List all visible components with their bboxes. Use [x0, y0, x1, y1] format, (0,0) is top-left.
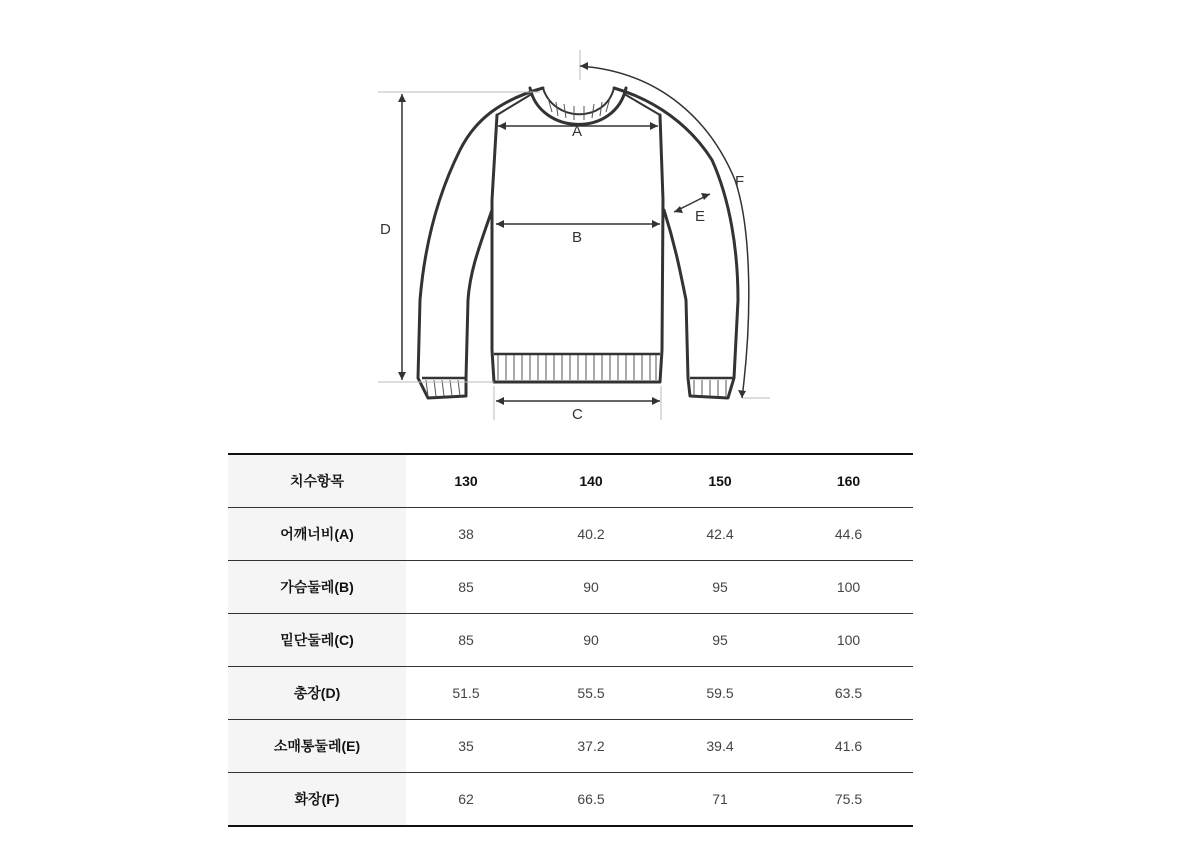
table-cell: 75.5 [834, 791, 863, 807]
table-cell: 41.6 [784, 720, 913, 773]
table-cell: 42.4 [656, 508, 784, 561]
table-cell: 90 [526, 614, 656, 667]
size-header: 150 [656, 454, 784, 508]
size-chart-table [228, 453, 913, 827]
label-d: D [380, 221, 391, 238]
left-sleeve-outline [418, 88, 543, 398]
table-row [228, 720, 913, 773]
table-cell: 100 [784, 614, 913, 667]
hem-ribbing [498, 354, 656, 380]
label-e: E [695, 208, 706, 225]
table-cell: 51.5 [406, 667, 526, 720]
table-cell: 59.5 [656, 667, 784, 720]
table-cell: 95 [656, 614, 784, 667]
table-cell: 55.5 [526, 667, 656, 720]
label-c: C [572, 406, 583, 423]
row-label: 어깨너비(A) [228, 508, 406, 561]
row-label: 소매통둘레(E) [228, 720, 406, 773]
table-cell: 44.6 [784, 508, 913, 561]
table-row [228, 508, 913, 561]
row-label: 가슴둘레(B) [228, 561, 406, 614]
row-label: 화장(F) [228, 773, 406, 827]
header-row [228, 454, 913, 508]
table-cell: 63.5 [784, 667, 913, 720]
size-header: 140 [526, 454, 656, 508]
table-cell: 62 [458, 791, 474, 807]
table-cell: 37.2 [526, 720, 656, 773]
header-label: 치수항목 [228, 454, 406, 508]
sweatshirt-measurement-diagram [370, 50, 790, 430]
table-row [228, 667, 913, 720]
table-cell: 85 [406, 614, 526, 667]
row-label: 밑단둘레(C) [228, 614, 406, 667]
table-cell: 90 [526, 561, 656, 614]
size-header: 160 [784, 454, 913, 508]
table-cell: 66.5 [577, 791, 605, 807]
table-row [228, 614, 913, 667]
label-b: B [572, 229, 583, 246]
table-row [228, 773, 913, 827]
table-cell: 40.2 [526, 508, 656, 561]
table-cell: 85 [406, 561, 526, 614]
size-header: 130 [406, 454, 526, 508]
table-cell: 100 [784, 561, 913, 614]
table-row [228, 561, 913, 614]
body-outline [492, 115, 663, 382]
table-cell: 95 [656, 561, 784, 614]
row-label: 총장(D) [228, 667, 406, 720]
table-cell: 35 [406, 720, 526, 773]
table-cell: 71 [712, 791, 728, 807]
table-cell: 38 [406, 508, 526, 561]
label-a: A [572, 123, 583, 140]
right-sleeve-outline [614, 88, 738, 398]
label-f: F [735, 173, 745, 190]
table-cell: 39.4 [656, 720, 784, 773]
